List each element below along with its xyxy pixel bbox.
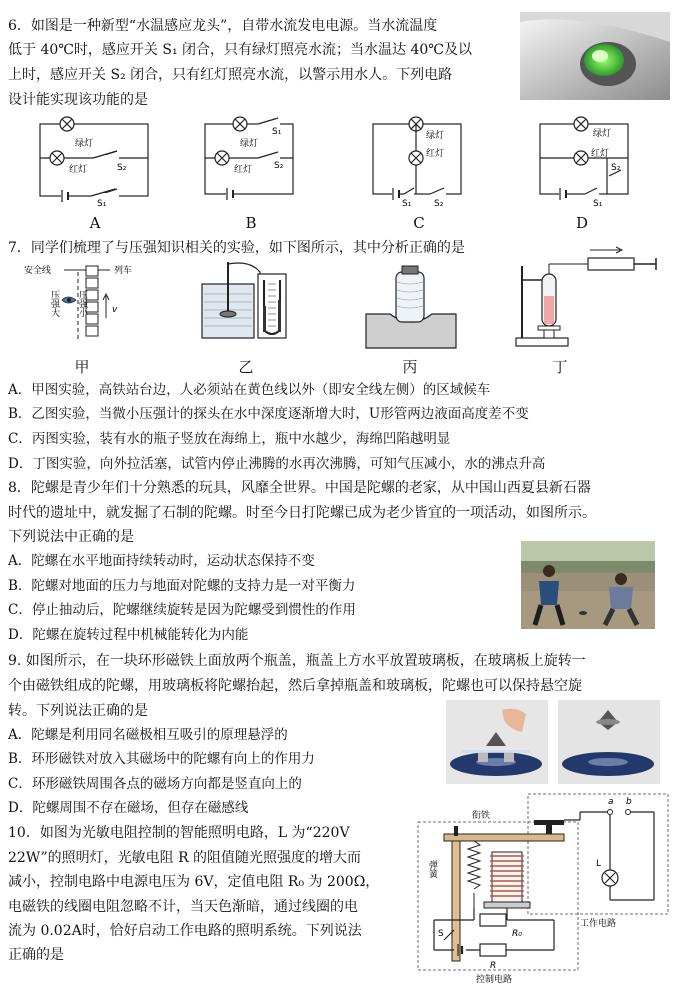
- q8-option-c: C．停止抽动后，陀螺继续旋转是因为陀螺受到惯性的作用: [8, 602, 356, 618]
- q7-option-c: C．丙图实验，装有水的瓶子竖放在海绵上，瓶中水越少，海绵凹陷越明显: [8, 431, 451, 447]
- circuit-d-s1-label: S₁: [593, 199, 603, 209]
- circuit-c-s1-label: S₁: [402, 199, 412, 209]
- q9-line-1: 9. 如图所示，在一块环形磁铁上面放两个瓶盖，瓶盖上方水平放置玻璃板，在玻璃板上旋转一: [8, 653, 586, 669]
- q10-line-6: 正确的是: [8, 947, 64, 963]
- top-spinning-photo: [521, 541, 655, 629]
- jia-small-label: 压强小: [77, 290, 87, 317]
- circuit-d-red-label: 红灯: [591, 149, 610, 159]
- q7-label-yi: 乙: [238, 358, 254, 376]
- relay-lamp-label: L: [596, 859, 602, 869]
- circuit-a-s2-label: S₂: [117, 163, 127, 173]
- fig-ding: [510, 260, 660, 348]
- magnet-photo-2: [558, 700, 660, 784]
- circuit-b-green-label: 绿灯: [240, 139, 259, 149]
- q6-label-b: B: [245, 214, 257, 232]
- relay-b-label: b: [626, 797, 632, 807]
- q9-option-a: A．陀螺是利用同名磁极相互吸引的原理悬浮的: [8, 727, 288, 743]
- jia-safety-label: 安全线: [24, 266, 52, 276]
- q8-line-2: 时代的遗址中，就发掘了石制的陀螺。时至今日打陀螺已成为老少皆宜的一项活动，如图所示。: [8, 505, 596, 521]
- q10-line-2: 22W”的照明灯，光敏电阻 R 的阻值随光照强度的增大而: [8, 850, 362, 866]
- jia-big-label: 压强大: [49, 290, 59, 317]
- q6-line-3: 上时，感应开关 S₂ 闭合，只有红灯照亮水流，以警示用水人。下列电路: [8, 67, 453, 83]
- circuit-b: [200, 118, 300, 206]
- circuit-c-red-label: 红灯: [426, 149, 445, 159]
- q7-label-ding: 丁: [552, 358, 568, 376]
- circuit-b-red-label: 红灯: [234, 165, 253, 175]
- q8-option-d: D．陀螺在旋转过程中机械能转化为内能: [8, 627, 249, 643]
- circuit-a-s1-label: S₁: [97, 199, 107, 209]
- q6-line-1: 6．如图是一种新型“水温感应龙头”，自带水流发电电源。当水流温度: [8, 18, 438, 34]
- circuit-a-red-label: 红灯: [69, 165, 88, 175]
- relay-r0-label: R₀: [512, 929, 522, 939]
- q7-label-bing: 丙: [402, 358, 418, 376]
- circuit-b-s2-label: S₂: [274, 161, 284, 171]
- circuit-d: [535, 118, 635, 209]
- magnet-photo-1: [446, 700, 548, 784]
- q6-line-2: 低于 40℃时，感应开关 S₁ 闭合，只有绿灯照亮水流；当水温达 40℃及以: [8, 42, 472, 58]
- q9-option-d: D．陀螺周围不存在磁场，但存在磁感线: [8, 800, 249, 816]
- relay-ctrl-label: 控制电路: [476, 975, 513, 985]
- circuit-c-s2-label: S₂: [434, 199, 444, 209]
- fig-bing: [366, 264, 456, 348]
- fig-jia: [24, 262, 144, 346]
- relay-work-label: 工作电路: [580, 919, 617, 929]
- q7-label-jia: 甲: [74, 358, 90, 376]
- q8-option-b: B．陀螺对地面的压力与地面对陀螺的支持力是一对平衡力: [8, 578, 356, 594]
- relay-a-label: a: [608, 797, 614, 807]
- circuit-a: [35, 118, 155, 209]
- faucet-photo: [520, 12, 670, 100]
- jia-train-label: 列车: [114, 266, 133, 276]
- q6-label-a: A: [89, 214, 101, 232]
- q6-label-d: D: [575, 214, 589, 232]
- q9-line-2: 个由磁铁组成的陀螺，用玻璃板将陀螺抬起，然后拿掉瓶盖和玻璃板，陀螺也可以保持悬空旋: [8, 678, 582, 694]
- q6-label-c: C: [413, 214, 425, 232]
- q8-line-3: 下列说法中正确的是: [8, 529, 134, 545]
- relay-circuit-figure: [414, 790, 676, 985]
- q6-line-4: 设计能实现该功能的是: [8, 92, 148, 108]
- q10-line-3: 减小，控制电路中电源电压为 6V，定值电阻 R₀ 为 200Ω，: [8, 874, 380, 890]
- q8-line-1: 8．陀螺是青少年们十分熟悉的玩具，风靡全世界。中国是陀螺的老家，从中国山西夏县新石器: [8, 480, 591, 496]
- q10-line-5: 流为 0.02A时，恰好启动工作电路的照明系统。下列说法: [8, 923, 362, 939]
- circuit-c: [368, 118, 468, 209]
- relay-s-label: S: [438, 929, 444, 939]
- q10-line-4: 电磁铁的线圈电阻忽略不计，当天色渐暗，通过线圈的电: [8, 899, 358, 915]
- q9-option-b: B．环形磁铁对放入其磁场中的陀螺有向上的作用力: [8, 751, 315, 767]
- q7-option-d: D．丁图实验，向外拉活塞，试管内停止沸腾的水再次沸腾，可知气压减小，水的沸点升高: [8, 456, 546, 472]
- q9-line-3: 转。下列说法正确的是: [8, 703, 148, 719]
- relay-spring-label: 弹簧: [427, 860, 437, 878]
- relay-iron-label: 衔铁: [472, 811, 491, 821]
- q9-option-c: C．环形磁铁周围各点的磁场方向都是竖直向上的: [8, 776, 302, 792]
- circuit-d-s2-label: S₂: [611, 163, 621, 173]
- q8-option-a: A．陀螺在水平地面持续转动时，运动状态保持不变: [8, 553, 315, 569]
- circuit-c-green-label: 绿灯: [426, 131, 445, 141]
- q7-option-b: B．乙图实验，当微小压强计的探头在水中深度逐渐增大时，U形管两边液面高度差不变: [8, 406, 529, 422]
- circuit-a-green-label: 绿灯: [75, 139, 94, 149]
- jia-v-label: v: [112, 305, 118, 315]
- fig-yi: [200, 260, 295, 348]
- circuit-d-green-label: 绿灯: [593, 129, 612, 139]
- q7-stem: 7．同学们梳理了与压强知识相关的实验，如下图所示，其中分析正确的是: [8, 240, 465, 256]
- relay-r-label: R: [490, 961, 497, 971]
- q10-line-1: 10．如图为光敏电阻控制的智能照明电路，L 为“220V: [8, 825, 350, 841]
- q7-option-a: A．甲图实验，高铁站台边，人必须站在黄色线以外（即安全线左侧）的区域候车: [8, 382, 491, 398]
- circuit-b-s1-label: S₁: [272, 127, 282, 137]
